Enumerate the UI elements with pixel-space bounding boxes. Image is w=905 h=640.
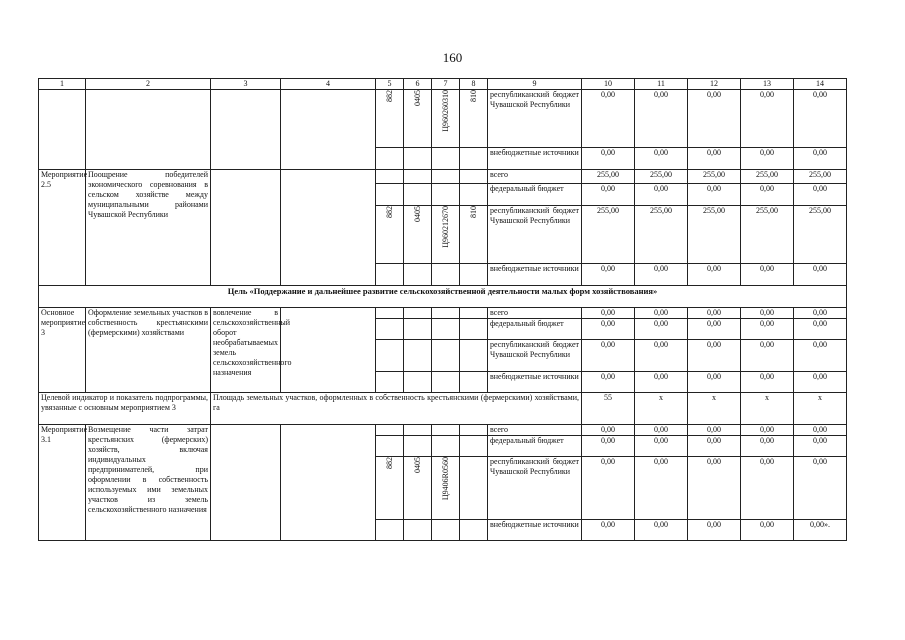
value-cell: 0,00 xyxy=(741,425,794,436)
cell-empty xyxy=(376,264,404,286)
value-cell: 0,00 xyxy=(688,340,741,372)
cell-empty xyxy=(460,319,488,340)
value-cell: 255,00 xyxy=(688,206,741,264)
cell-empty xyxy=(376,148,404,170)
value-cell: 0,00 xyxy=(741,372,794,393)
indicator-row xyxy=(39,393,847,425)
cell-empty xyxy=(460,340,488,372)
measure-text: Оформление земельных участков в собственность крестьянскими (фермерскими) хозяйствами xyxy=(86,308,211,393)
col-header: 14 xyxy=(794,79,847,90)
value-cell: 0,00 xyxy=(635,372,688,393)
cell-empty xyxy=(404,372,432,393)
cell-empty xyxy=(404,436,432,457)
col-header: 13 xyxy=(741,79,794,90)
cell-empty xyxy=(460,457,488,520)
value-cell: 0,00 xyxy=(635,148,688,170)
value-cell: 0,00 xyxy=(794,340,847,372)
cell-empty xyxy=(432,520,460,541)
value-cell: 0,00 xyxy=(741,436,794,457)
value-cell: 0,00 xyxy=(688,184,741,206)
vr-code: 810 xyxy=(460,206,488,264)
indicator-text: Площадь земельных участков, оформленных в собственность крестьянскими (фермерскими) хозяйствами, га xyxy=(211,393,582,425)
cell-empty xyxy=(432,319,460,340)
value-cell: 255,00 xyxy=(741,206,794,264)
cell-empty xyxy=(432,436,460,457)
col-header: 12 xyxy=(688,79,741,90)
value-cell: 0,00 xyxy=(688,319,741,340)
rzpr-code: 0405 xyxy=(404,457,432,520)
value-cell: 0,00 xyxy=(741,319,794,340)
vr-code: 810 xyxy=(460,90,488,148)
value-cell: 0,00 xyxy=(688,457,741,520)
cell-empty xyxy=(460,425,488,436)
col-header: 1 xyxy=(39,79,86,90)
table-row xyxy=(39,170,847,184)
goal-row xyxy=(39,286,847,308)
source-label: всего xyxy=(488,308,582,319)
value-cell: 255,00 xyxy=(582,170,635,184)
measure-label: Основное мероприятие 3 xyxy=(39,308,86,393)
value-cell: 0,00 xyxy=(688,425,741,436)
cell-empty xyxy=(460,184,488,206)
cell-empty xyxy=(404,340,432,372)
value-cell: 0,00 xyxy=(741,184,794,206)
col-header: 8 xyxy=(460,79,488,90)
cell-empty xyxy=(404,148,432,170)
page-number: 160 xyxy=(442,50,463,65)
cell-empty xyxy=(404,264,432,286)
cell-empty xyxy=(432,425,460,436)
header-row xyxy=(39,79,847,90)
grbs-code: 882 xyxy=(376,90,404,148)
csr-code: Ц9406R0560 xyxy=(432,457,460,520)
goal-heading: Цель «Поддержание и дальнейшее развитие сельскохозяйственной деятельности малых форм хозяйствования» xyxy=(39,286,847,308)
cell-empty xyxy=(432,264,460,286)
cell-empty xyxy=(376,425,404,436)
value-cell: 255,00 xyxy=(688,170,741,184)
value-cell: 0,00 xyxy=(582,264,635,286)
value-cell: 0,00 xyxy=(635,457,688,520)
cell-empty xyxy=(460,148,488,170)
cell-empty xyxy=(404,319,432,340)
cell-empty xyxy=(460,372,488,393)
cell-empty xyxy=(376,170,404,184)
value-cell: 255,00 xyxy=(635,206,688,264)
measure-text: Поощрение победителей экономического соревнования в сельском хозяйстве между муниципальными районами Чувашской Республики xyxy=(86,170,211,286)
value-cell: 0,00 xyxy=(635,184,688,206)
source-label: внебюджетные источники xyxy=(488,148,582,170)
value-cell: 0,00 xyxy=(635,308,688,319)
table-row xyxy=(39,308,847,319)
col-header: 9 xyxy=(488,79,582,90)
measure-target: вовлечение в сельскохозяйственный оборот необрабатываемых земель сельскохозяйственного назначения xyxy=(211,308,281,393)
cell-empty xyxy=(404,308,432,319)
value-cell: 0,00 xyxy=(635,340,688,372)
rzpr-code: 0405 xyxy=(404,206,432,264)
cell-empty xyxy=(404,520,432,541)
value-cell: х xyxy=(741,393,794,425)
cell-empty xyxy=(281,308,376,393)
value-cell: 0,00 xyxy=(741,264,794,286)
cell-empty xyxy=(460,436,488,457)
col-header: 7 xyxy=(432,79,460,90)
value-cell: х xyxy=(635,393,688,425)
source-label: всего xyxy=(488,170,582,184)
cell-empty xyxy=(376,436,404,457)
cell-empty xyxy=(281,425,376,541)
col-header: 10 xyxy=(582,79,635,90)
value-cell: 0,00 xyxy=(794,90,847,148)
col-header: 4 xyxy=(281,79,376,90)
cell-empty xyxy=(211,170,281,286)
cell-empty xyxy=(404,184,432,206)
value-cell: 255,00 xyxy=(635,170,688,184)
value-cell: 255,00 xyxy=(794,170,847,184)
value-cell: 0,00 xyxy=(582,308,635,319)
cell-empty xyxy=(376,184,404,206)
value-cell: х xyxy=(794,393,847,425)
value-cell: 0,00 xyxy=(794,319,847,340)
cell-empty xyxy=(432,372,460,393)
cell-empty xyxy=(39,90,86,170)
cell-empty xyxy=(86,90,211,170)
value-cell: 0,00 xyxy=(635,319,688,340)
measure-text: Возмещение части затрат крестьянских (фермерских) хозяйств, включая индивидуальных предпринимателей, при оформлении в собственность используемых ими земельных участков из земель сельскохозяйственного назначения xyxy=(86,425,211,541)
value-cell: 0,00 xyxy=(688,264,741,286)
value-cell: 255,00 xyxy=(741,170,794,184)
value-cell: 0,00 xyxy=(794,184,847,206)
table-row xyxy=(39,90,847,148)
measure-label: Мероприятие 3.1 xyxy=(39,425,86,541)
source-label: федеральный бюджет xyxy=(488,184,582,206)
col-header: 3 xyxy=(211,79,281,90)
cell-empty xyxy=(211,425,281,541)
value-cell: 0,00 xyxy=(582,457,635,520)
cell-empty xyxy=(432,170,460,184)
col-header: 11 xyxy=(635,79,688,90)
cell-empty xyxy=(376,520,404,541)
value-cell: 0,00 xyxy=(794,436,847,457)
cell-empty xyxy=(211,90,281,170)
value-cell: 255,00 xyxy=(582,206,635,264)
cell-empty xyxy=(460,170,488,184)
csr-code: Ц960260310 xyxy=(432,90,460,148)
cell-empty xyxy=(376,340,404,372)
source-label: внебюджетные источники xyxy=(488,372,582,393)
value-cell: 0,00 xyxy=(741,520,794,541)
value-cell: 0,00 xyxy=(688,436,741,457)
rzpr-code: 0405 xyxy=(404,90,432,148)
source-label: федеральный бюджет xyxy=(488,436,582,457)
value-cell: 0,00 xyxy=(635,264,688,286)
value-cell: 255,00 xyxy=(794,206,847,264)
cell-empty xyxy=(460,308,488,319)
value-cell: 0,00 xyxy=(635,436,688,457)
cell-empty xyxy=(404,170,432,184)
source-label: всего xyxy=(488,425,582,436)
cell-empty xyxy=(432,308,460,319)
source-label: федеральный бюджет xyxy=(488,319,582,340)
value-cell: 0,00 xyxy=(582,425,635,436)
value-cell: 0,00 xyxy=(635,425,688,436)
cell-empty xyxy=(404,425,432,436)
cell-empty xyxy=(460,520,488,541)
measure-label: Мероприятие 2.5 xyxy=(39,170,86,286)
cell-empty xyxy=(432,148,460,170)
cell-empty xyxy=(376,372,404,393)
value-cell: 0,00 xyxy=(582,436,635,457)
value-cell: 0,00 xyxy=(582,372,635,393)
value-cell: 0,00 xyxy=(688,90,741,148)
value-cell: 0,00 xyxy=(582,184,635,206)
cell-empty xyxy=(376,319,404,340)
value-cell: 0,00 xyxy=(794,264,847,286)
source-label: внебюджетные источники xyxy=(488,264,582,286)
value-cell: 0,00 xyxy=(741,457,794,520)
source-label: республиканский бюджет Чувашской Республики xyxy=(488,340,582,372)
value-cell: 0,00 xyxy=(688,372,741,393)
value-cell: 0,00 xyxy=(635,520,688,541)
value-cell: 0,00 xyxy=(794,148,847,170)
value-cell: 55 xyxy=(582,393,635,425)
value-cell: 0,00 xyxy=(582,520,635,541)
cell-empty xyxy=(376,308,404,319)
value-cell: 0,00 xyxy=(582,148,635,170)
cell-empty xyxy=(281,170,376,286)
budget-table xyxy=(38,78,847,541)
cell-empty xyxy=(432,340,460,372)
col-header: 5 xyxy=(376,79,404,90)
value-cell: 0,00». xyxy=(794,520,847,541)
csr-code: Ц960212670 xyxy=(432,206,460,264)
value-cell: 0,00 xyxy=(794,425,847,436)
value-cell: 0,00 xyxy=(582,340,635,372)
source-label: республиканский бюджет Чувашской Республики xyxy=(488,90,582,148)
indicator-label: Целевой индикатор и показатель подпрограммы, увязанные с основным мероприятием 3 xyxy=(39,393,211,425)
value-cell: 0,00 xyxy=(688,308,741,319)
grbs-code: 882 xyxy=(376,457,404,520)
value-cell: 0,00 xyxy=(741,308,794,319)
col-header: 2 xyxy=(86,79,211,90)
cell-empty xyxy=(281,90,376,170)
col-header: 6 xyxy=(404,79,432,90)
value-cell: 0,00 xyxy=(688,520,741,541)
table-row xyxy=(39,425,847,436)
grbs-code: 882 xyxy=(376,206,404,264)
value-cell: 0,00 xyxy=(582,90,635,148)
cell-empty xyxy=(432,184,460,206)
value-cell: 0,00 xyxy=(741,340,794,372)
value-cell: 0,00 xyxy=(741,90,794,148)
value-cell: 0,00 xyxy=(635,90,688,148)
value-cell: 0,00 xyxy=(688,148,741,170)
cell-empty xyxy=(460,264,488,286)
value-cell: 0,00 xyxy=(582,319,635,340)
source-label: республиканский бюджет Чувашской Республики xyxy=(488,206,582,264)
value-cell: 0,00 xyxy=(794,308,847,319)
source-label: республиканский бюджет Чувашской Республики xyxy=(488,457,582,520)
value-cell: 0,00 xyxy=(741,148,794,170)
source-label: внебюджетные источники xyxy=(488,520,582,541)
value-cell: 0,00 xyxy=(794,457,847,520)
value-cell: х xyxy=(688,393,741,425)
value-cell: 0,00 xyxy=(794,372,847,393)
